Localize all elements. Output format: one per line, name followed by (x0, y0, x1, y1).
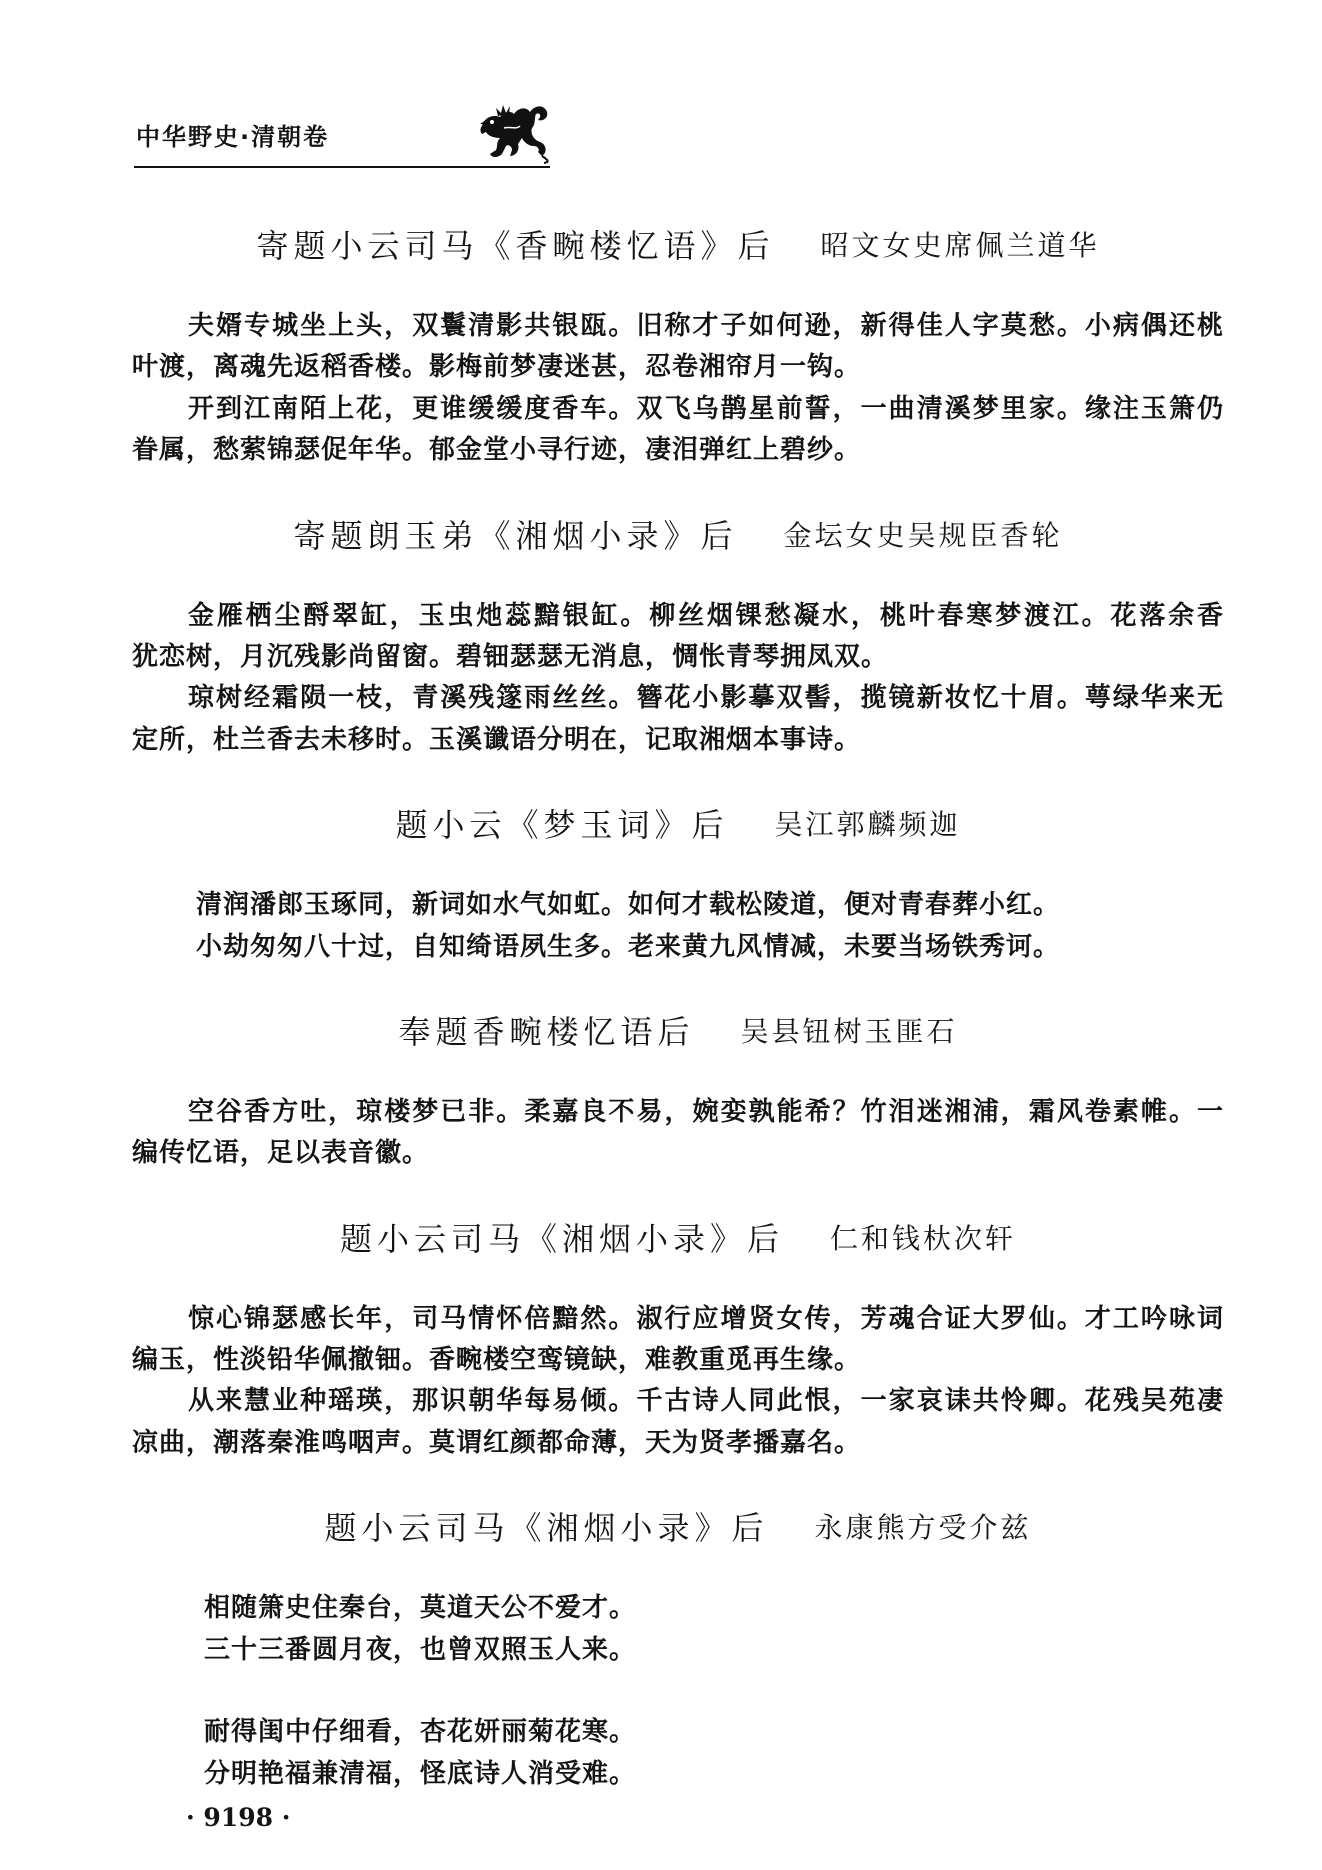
poem-heading (132, 472, 1224, 596)
paragraph (132, 885, 1224, 926)
paragraph (132, 1299, 1224, 1382)
text-line: 琼树经霜陨一枝，青溪残篴雨丝丝。簪花小影摹双髻，揽镜新妆忆十眉。萼绿华来无 (188, 683, 1224, 714)
text-line: 从来慧业种瑶瑛，那识朝华每易倾。千古诗人同此恨，一家哀诔共怜卿。花残吴苑凄 (188, 1386, 1224, 1417)
text-line: 金雁栖尘酹翠缸，玉虫灺蕊黯银缸。柳丝烟锞愁凝水，桃叶春寒梦渡江。花落余香 (188, 600, 1224, 631)
poem-section (132, 472, 1224, 762)
text-line: 凉曲，潮落秦淮鸣咽声。莫谓红颜都命薄，天为贤孝播嘉名。 (132, 1427, 862, 1458)
poem-title: 题小云司马《湘烟小录》后 (339, 1219, 784, 1258)
text-line: 定所，杜兰香去未移时。玉溪谶语分明在，记取湘烟本事诗。 (132, 724, 862, 755)
paragraph (132, 596, 1224, 679)
paragraph (132, 1092, 1224, 1175)
text-line: 眷属，愁萦锦瑟促年华。郁金堂小寻行迹，凄泪弹红上碧纱。 (132, 435, 862, 466)
poem-heading (132, 1464, 1224, 1588)
poem-title: 寄题小云司马《香畹楼忆语》后 (256, 227, 775, 265)
verse-line: 分明艳福兼清福，怪底诗人消受难。 (204, 1758, 637, 1789)
poem-title: 奉题香畹楼忆语后 (398, 1012, 695, 1051)
poem-heading (132, 968, 1224, 1092)
verse-line: 耐得闺中仔细看，杏花妍丽菊花寒。 (204, 1717, 637, 1748)
verse-line: 相随箫史住秦台，莫道天公不爱才。 (204, 1593, 637, 1624)
poem-author: 仁和钱杕次轩 (830, 1221, 1017, 1255)
running-title: 中华野史·清朝卷 (136, 123, 330, 151)
text-line: 编玉，性淡铅华佩撤钿。香畹楼空鸾镜缺，难教重觅再生缘。 (132, 1345, 862, 1376)
header-rule (134, 166, 550, 168)
poem-title: 题小云《梦玉词》后 (395, 806, 729, 845)
text-line: 编传忆语，足以表音徽。 (132, 1138, 430, 1169)
text-line: 小劫匆匆八十过，自知绮语夙生多。老来黄九风情减，未要当场铁秀诃。 (196, 931, 1061, 962)
poem-title: 题小云司马《湘烟小录》后 (324, 1509, 769, 1548)
page-number: · 9198 · (186, 1803, 291, 1832)
poem-section (132, 761, 1224, 968)
text-line: 夫婿专城坐上头，双鬟清影共银瓯。旧称才子如何逊，新得佳人字莫愁。小病偶还桃 (188, 311, 1224, 341)
poem-section (132, 182, 1224, 472)
paragraph (132, 389, 1224, 472)
paragraph (132, 927, 1224, 968)
text-line: 惊心锦瑟感长年，司马情怀倍黯然。淑行应增贤女传，芳魂合证大罗仙。才工吟咏词 (188, 1303, 1224, 1334)
stanza-break (132, 1671, 1224, 1712)
stanza (132, 1588, 1224, 1671)
verse-line: 三十三番圆月夜，也曾双照玉人来。 (204, 1634, 637, 1665)
stanza (132, 1712, 1224, 1795)
poem-title: 寄题朗玉弟《湘烟小录》后 (293, 516, 738, 555)
poem-section (132, 968, 1224, 1175)
paragraph (132, 306, 1224, 389)
poem-author: 昭文女史席佩兰道华 (820, 229, 1100, 262)
poem-section (132, 1464, 1224, 1795)
text-line: 犹恋树，月沉残影尚留窗。碧钿瑟瑟无消息，惆怅青琴拥凤双。 (132, 641, 889, 672)
page-body (132, 182, 1224, 1795)
dragon-icon (478, 100, 552, 164)
poem-heading (132, 182, 1224, 306)
text-line: 空谷香方吐，琼楼梦已非。柔嘉良不易，婉娈孰能希？竹泪迷湘浦，霜风卷素帷。一 (188, 1096, 1224, 1127)
poem-author: 吴县钮树玉匪石 (740, 1014, 958, 1048)
poem-section (132, 1175, 1224, 1465)
poem-heading (132, 1175, 1224, 1299)
paragraph (132, 678, 1224, 761)
text-line: 清润潘郎玉琢同，新词如水气如虹。如何才载松陵道，便对青春葬小红。 (196, 890, 1061, 921)
poem-author: 吴江郭麟频迦 (774, 808, 961, 842)
poem-author: 金坛女史吴规臣香轮 (783, 518, 1063, 552)
poem-heading (132, 761, 1224, 885)
text-line: 开到江南陌上花，更谁缓缓度香车。双飞乌鹊星前誓，一曲清溪梦里家。缘注玉箫仍 (188, 393, 1224, 424)
text-line: 叶渡，离魂先返稻香楼。影梅前梦凄迷甚，忍卷湘帘月一钩。 (132, 352, 862, 383)
poem-author: 永康熊方受介兹 (814, 1511, 1032, 1545)
paragraph (132, 1381, 1224, 1464)
